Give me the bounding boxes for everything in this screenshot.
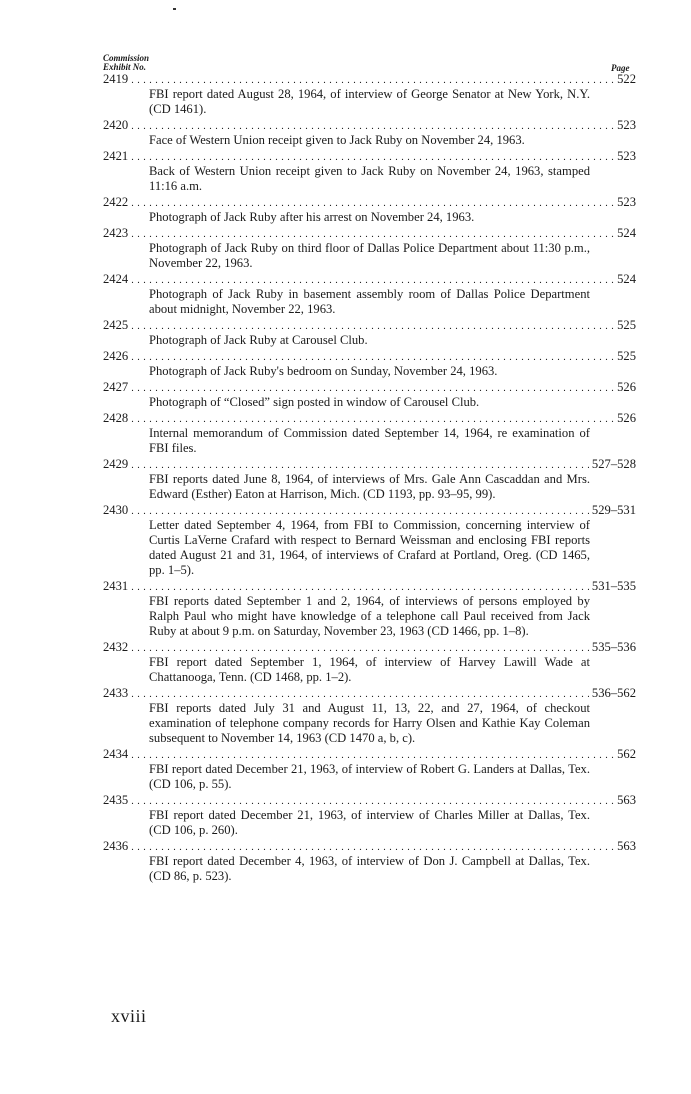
exhibit-number: 2420 [103, 118, 129, 132]
dot-leader [131, 503, 589, 519]
exhibit-entry [103, 380, 636, 411]
dot-leader [131, 686, 589, 702]
exhibit-entry [103, 118, 636, 149]
exhibit-entry-line [103, 226, 636, 241]
exhibit-description: Photograph of Jack Ruby in basement assembly room of Dallas Police Department about midnight, November 22, 1963. [149, 287, 590, 316]
exhibit-page: 524 [617, 272, 636, 286]
exhibit-page: 527–528 [591, 457, 636, 471]
exhibit-entry-line [103, 118, 636, 133]
dot-leader [131, 195, 614, 211]
dot-leader [131, 411, 614, 427]
exhibit-page: 563 [617, 793, 636, 807]
print-speck [173, 8, 176, 10]
exhibit-entry-line [103, 349, 636, 364]
exhibit-page: 531–535 [591, 579, 636, 593]
exhibit-entry-line [103, 579, 636, 594]
exhibit-entry [103, 72, 636, 118]
dot-leader [131, 349, 614, 365]
exhibit-entry [103, 747, 636, 793]
exhibit-description: Face of Western Union receipt given to Jack Ruby on November 24, 1963. [149, 133, 525, 147]
exhibit-page: 563 [617, 839, 636, 853]
dot-leader [131, 839, 614, 855]
exhibit-entry [103, 318, 636, 349]
dot-leader [131, 457, 589, 473]
exhibit-entry-line [103, 380, 636, 395]
exhibit-entry-line [103, 640, 636, 655]
exhibit-entry [103, 411, 636, 457]
dot-leader [131, 272, 614, 288]
exhibit-description: Internal memorandum of Commission dated September 14, 1964, re examination of FBI files. [149, 426, 590, 455]
exhibit-page: 562 [617, 747, 636, 761]
exhibit-entry [103, 793, 636, 839]
exhibit-description: Photograph of Jack Ruby's bedroom on Sunday, November 24, 1963. [149, 364, 498, 378]
exhibit-entry [103, 839, 636, 885]
column-header-exhibit [103, 54, 149, 72]
exhibit-page: 525 [617, 318, 636, 332]
exhibit-number: 2428 [103, 411, 129, 425]
dot-leader [131, 318, 614, 334]
exhibit-page: 535–536 [591, 640, 636, 654]
exhibit-description: Photograph of Jack Ruby at Carousel Club. [149, 333, 368, 347]
dot-leader [131, 793, 614, 809]
dot-leader [131, 72, 614, 88]
dot-leader [131, 226, 614, 242]
exhibit-page: 526 [617, 380, 636, 394]
column-header-page: Page [611, 63, 630, 73]
dot-leader [131, 118, 614, 134]
exhibit-page: 525 [617, 349, 636, 363]
exhibit-description: FBI reports dated July 31 and August 11, 13, 22, and 27, 1964, of checkout examination of telephone company records for Harry Olsen and Kathie Kay Coleman subsequent to November 14, 1963 (CD 1470 a, b, c). [149, 701, 590, 745]
exhibit-entry-line [103, 503, 636, 518]
exhibit-entry-line [103, 839, 636, 854]
exhibit-number: 2424 [103, 272, 129, 286]
exhibit-entry [103, 349, 636, 380]
exhibit-entry-line [103, 747, 636, 762]
dot-leader [131, 747, 614, 763]
exhibit-description: Photograph of “Closed” sign posted in window of Carousel Club. [149, 395, 480, 409]
exhibit-description: Photograph of Jack Ruby after his arrest on November 24, 1963. [149, 210, 475, 224]
exhibit-description: FBI reports dated September 1 and 2, 1964, of interviews of persons employed by Ralph Paul who might have knowledge of a telephone call Paul received from Jack Ruby at about 9 p.m. on Saturday, November 23, 1963 (CD 1466, pp. 1–8). [149, 594, 590, 638]
exhibit-entry [103, 686, 636, 747]
exhibit-number: 2422 [103, 195, 129, 209]
exhibit-entry-line [103, 686, 636, 701]
exhibit-description: Photograph of Jack Ruby on third floor of Dallas Police Department about 11:30 p.m., November 22, 1963. [149, 241, 590, 270]
dot-leader [131, 149, 614, 165]
exhibit-description: Letter dated September 4, 1964, from FBI to Commission, concerning interview of Curtis LaVerne Crafard with respect to Bernard Weissman and enclosing FBI reports dated August 21 and 31, 1964, of interviews of Crafard at Portland, Oreg. (CD 1465, pp. 1–5). [149, 518, 590, 577]
exhibit-number: 2425 [103, 318, 129, 332]
exhibit-entry [103, 272, 636, 318]
exhibit-number: 2430 [103, 503, 129, 517]
exhibit-entry [103, 457, 636, 503]
exhibit-number: 2423 [103, 226, 129, 240]
exhibit-number: 2435 [103, 793, 129, 807]
dot-leader [131, 640, 589, 656]
exhibit-number: 2419 [103, 72, 129, 86]
page-number: xviii [111, 1006, 147, 1026]
exhibit-entry-line [103, 272, 636, 287]
exhibit-page: 523 [617, 118, 636, 132]
exhibit-entry [103, 640, 636, 686]
exhibit-entry [103, 149, 636, 195]
exhibit-number: 2421 [103, 149, 129, 163]
exhibit-page: 524 [617, 226, 636, 240]
exhibit-number: 2436 [103, 839, 129, 853]
exhibit-page: 523 [617, 149, 636, 163]
exhibit-description: Back of Western Union receipt given to Jack Ruby on November 24, 1963, stamped 11:16 a.m. [149, 164, 590, 193]
dot-leader [131, 380, 614, 396]
exhibit-number: 2426 [103, 349, 129, 363]
exhibit-page: 536–562 [591, 686, 636, 700]
exhibit-list [103, 72, 636, 885]
column-header-exhibit-line1: Commission [103, 53, 150, 63]
exhibit-page: 522 [617, 72, 636, 86]
exhibit-description: FBI report dated September 1, 1964, of interview of Harvey Lawill Wade at Chattanooga, Tenn. (CD 1468, pp. 1–2). [149, 655, 590, 684]
exhibit-description: FBI report dated December 21, 1963, of interview of Charles Miller at Dallas, Tex. (CD 106, p. 260). [149, 808, 590, 837]
exhibit-page: 523 [617, 195, 636, 209]
exhibit-entry [103, 195, 636, 226]
exhibit-entry-line [103, 195, 636, 210]
exhibit-entry-line [103, 793, 636, 808]
exhibit-page: 526 [617, 411, 636, 425]
exhibit-entry-line [103, 411, 636, 426]
exhibit-entry-line [103, 457, 636, 472]
exhibit-description: FBI report dated December 21, 1963, of interview of Robert G. Landers at Dallas, Tex. (CD 106, p. 55). [149, 762, 590, 791]
column-header-exhibit-line2: Exhibit No. [103, 62, 147, 72]
exhibit-entry [103, 226, 636, 272]
exhibit-entry-line [103, 72, 636, 87]
dot-leader [131, 579, 589, 595]
exhibit-description: FBI report dated December 4, 1963, of interview of Don J. Campbell at Dallas, Tex. (CD 86, p. 523). [149, 854, 590, 883]
exhibit-description: FBI report dated August 28, 1964, of interview of George Senator at New York, N.Y. (CD 1461). [149, 87, 590, 116]
exhibit-number: 2427 [103, 380, 129, 394]
exhibit-entry [103, 503, 636, 579]
exhibit-number: 2433 [103, 686, 129, 700]
exhibit-entry [103, 579, 636, 640]
exhibit-number: 2432 [103, 640, 129, 654]
exhibit-number: 2431 [103, 579, 129, 593]
exhibit-page: 529–531 [591, 503, 636, 517]
exhibit-entry-line [103, 318, 636, 333]
exhibit-number: 2429 [103, 457, 129, 471]
exhibit-number: 2434 [103, 747, 129, 761]
exhibit-description: FBI reports dated June 8, 1964, of interviews of Mrs. Gale Ann Cascaddan and Mrs. Edward (Esther) Eaton at Harrison, Mich. (CD 1193, pp. 93–95, 99). [149, 472, 590, 501]
exhibit-entry-line [103, 149, 636, 164]
